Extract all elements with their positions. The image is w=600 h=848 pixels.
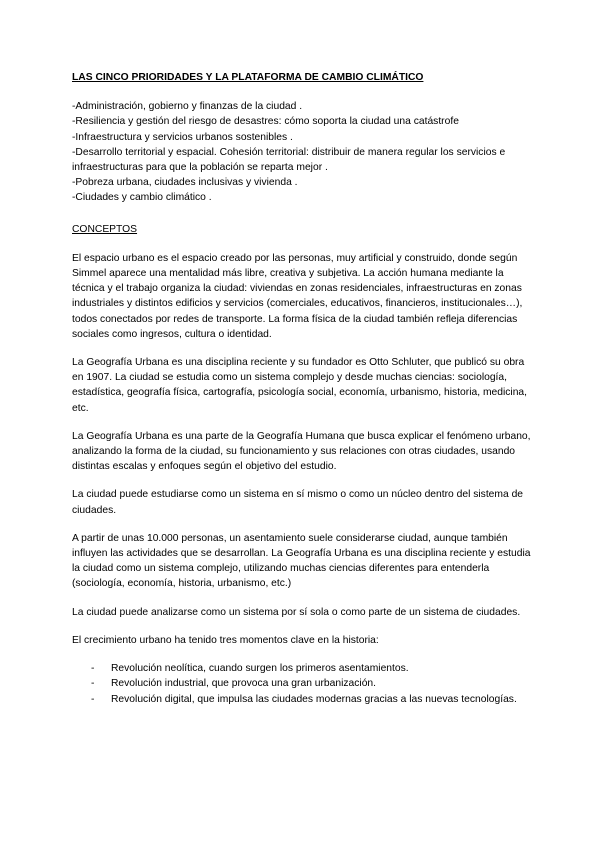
dash-bullet: - bbox=[91, 693, 95, 705]
priority-item: -Infraestructura y servicios urbanos sostenibles . bbox=[72, 131, 293, 143]
list-item bbox=[91, 676, 532, 691]
urban-growth-moments-list bbox=[72, 661, 532, 707]
paragraph: La Geografía Urbana es una parte de la Geografía Humana que busca explicar el fenómeno urbano, analizando la forma de la ciudad, su funcionamiento y sus relaciones con otras ciudades, usando distintas escalas y enfoques según el objetivo del estudio. bbox=[72, 430, 531, 473]
dash-bullet: - bbox=[91, 678, 95, 690]
document-title: LAS CINCO PRIORIDADES Y LA PLATAFORMA DE CAMBIO CLIMÁTICO bbox=[72, 72, 424, 83]
list-item bbox=[91, 692, 532, 707]
paragraph: La ciudad puede estudiarse como un sistema en sí mismo o como un núcleo dentro del sistema de ciudades. bbox=[72, 489, 524, 516]
paragraph: El espacio urbano es el espacio creado por las personas, muy artificial y construido, donde según Simmel aparece una mentalidad más libre, creativa y subjetiva. La acción humana mediante la técnica y el trabajo organiza la ciudad: viviendas en zonas residenciales, infraestructuras en zonas industriales y distintos edificios y servicios (comerciales, educativos, financieros, institucionales…), todos conectados por redes de transporte. La forma física de la ciudad también refleja diferencias sociales como ingresos, cultura o identidad. bbox=[72, 252, 523, 340]
priority-item: -Desarrollo territorial y espacial. Cohesión territorial: distribuir de manera regular los servicios e infraestructuras para que la población se reparta mejor . bbox=[72, 146, 506, 174]
paragraph: El crecimiento urbano ha tenido tres momentos clave en la historia: bbox=[72, 634, 379, 646]
list-item-text: Revolución industrial, que provoca una gran urbanización. bbox=[111, 678, 377, 690]
priority-item: -Ciudades y cambio climático . bbox=[72, 192, 212, 204]
dash-bullet: - bbox=[91, 663, 95, 675]
list-item bbox=[91, 661, 532, 676]
priority-item: -Administración, gobierno y finanzas de la ciudad . bbox=[72, 101, 303, 113]
list-item-text: Revolución digital, que impulsa las ciudades modernas gracias a las nuevas tecnologías. bbox=[111, 693, 517, 705]
document-page bbox=[72, 70, 532, 707]
paragraph: A partir de unas 10.000 personas, un asentamiento suele considerarse ciudad, aunque también influyen las actividades que se desarrollan. La Geografía Urbana es una disciplina reciente y estudia la ciudad como un sistema complejo, utilizando muchas ciencias diferentes para entenderla (sociología, economía, historia, urbanismo, etc.) bbox=[72, 532, 531, 590]
paragraph: La ciudad puede analizarse como un sistema por sí sola o como parte de un sistema de ciudades. bbox=[72, 606, 521, 618]
list-item-text: Revolución neolítica, cuando surgen los primeros asentamientos. bbox=[111, 663, 409, 675]
priority-item: -Resiliencia y gestión del riesgo de desastres: cómo soporta la ciudad una catástrofe bbox=[72, 116, 459, 128]
priorities-list bbox=[72, 99, 532, 205]
paragraph: La Geografía Urbana es una disciplina reciente y su fundador es Otto Schluter, que publicó su obra en 1907. La ciudad se estudia como un sistema complejo y desde muchas ciencias: sociología, estadística, geografía física, cartografía, psicología social, economía, urbanismo, historia, medicina, etc. bbox=[72, 357, 528, 414]
conceptos-heading: CONCEPTOS bbox=[72, 223, 138, 235]
priority-item: -Pobreza urbana, ciudades inclusivas y vivienda . bbox=[72, 177, 298, 189]
